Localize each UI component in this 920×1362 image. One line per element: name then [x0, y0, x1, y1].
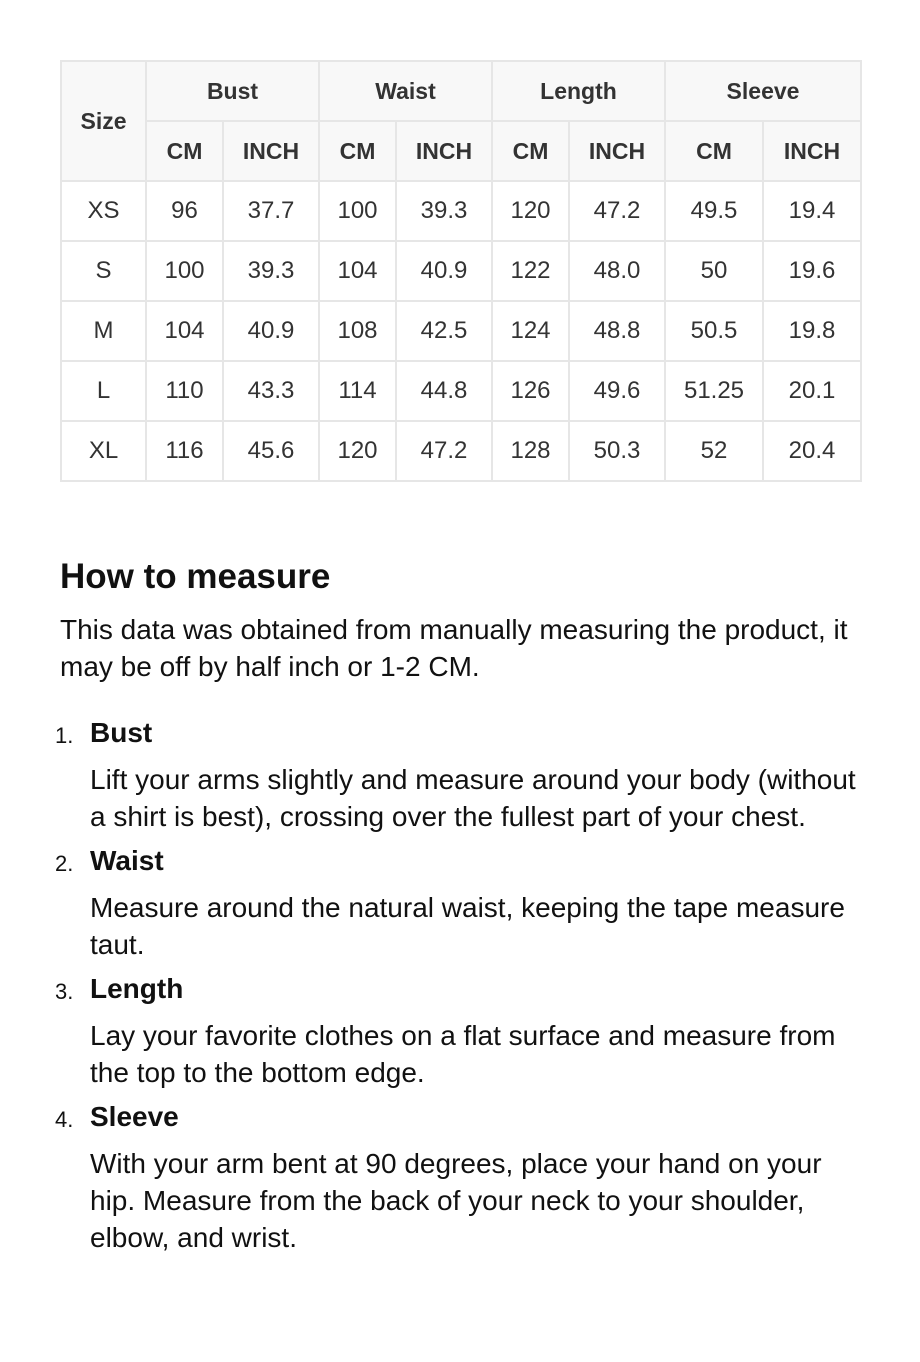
unit-header: CM: [492, 121, 569, 181]
size-header: Size: [61, 61, 146, 181]
step-title: Length: [90, 973, 184, 1004]
step-title: Sleeve: [90, 1101, 179, 1132]
value-cell: 50.3: [569, 421, 665, 481]
size-cell: M: [61, 301, 146, 361]
value-cell: 20.4: [763, 421, 861, 481]
value-cell: 50: [665, 241, 763, 301]
value-cell: 50.5: [665, 301, 763, 361]
step-title: Waist: [90, 845, 164, 876]
value-cell: 19.6: [763, 241, 861, 301]
size-cell: XL: [61, 421, 146, 481]
value-cell: 47.2: [569, 181, 665, 241]
value-cell: 45.6: [223, 421, 319, 481]
value-cell: 128: [492, 421, 569, 481]
value-cell: 40.9: [223, 301, 319, 361]
step-number: 1.: [55, 723, 74, 748]
value-cell: 114: [319, 361, 396, 421]
step-description: With your arm bent at 90 degrees, place your hand on your hip. Measure from the back of your neck to your shoulder, elbow, and wrist.: [90, 1148, 822, 1253]
group-header-bust: Bust: [146, 61, 319, 121]
value-cell: 48.8: [569, 301, 665, 361]
step-title: Bust: [90, 717, 153, 748]
unit-header: INCH: [763, 121, 861, 181]
intro-text: This data was obtained from manually measuring the product, it may be off by half inch or 1-2 CM.: [60, 614, 848, 682]
measure-step-length: [55, 971, 870, 1091]
unit-header-row: [61, 121, 861, 181]
value-cell: 120: [492, 181, 569, 241]
value-cell: 47.2: [396, 421, 492, 481]
value-cell: 116: [146, 421, 223, 481]
value-cell: 108: [319, 301, 396, 361]
table-row: [61, 241, 861, 301]
value-cell: 100: [146, 241, 223, 301]
value-cell: 37.7: [223, 181, 319, 241]
value-cell: 52: [665, 421, 763, 481]
value-cell: 44.8: [396, 361, 492, 421]
value-cell: 49.5: [665, 181, 763, 241]
value-cell: 110: [146, 361, 223, 421]
group-header-waist: Waist: [319, 61, 492, 121]
value-cell: 124: [492, 301, 569, 361]
size-cell: XS: [61, 181, 146, 241]
unit-header: INCH: [569, 121, 665, 181]
group-header-length: Length: [492, 61, 665, 121]
step-description: Lay your favorite clothes on a flat surface and measure from the top to the bottom edge.: [90, 1020, 836, 1088]
size-table: [60, 60, 862, 482]
section-title: How to measure: [60, 557, 331, 596]
value-cell: 51.25: [665, 361, 763, 421]
value-cell: 104: [146, 301, 223, 361]
value-cell: 19.8: [763, 301, 861, 361]
step-description: Lift your arms slightly and measure around your body (without a shirt is best), crossing over the fullest part of your chest.: [90, 764, 856, 832]
unit-header: INCH: [223, 121, 319, 181]
size-cell: L: [61, 361, 146, 421]
step-number: 2.: [55, 851, 74, 876]
value-cell: 42.5: [396, 301, 492, 361]
group-header-sleeve: Sleeve: [665, 61, 861, 121]
size-cell: S: [61, 241, 146, 301]
step-number: 3.: [55, 979, 74, 1004]
how-to-measure-section: [55, 555, 870, 1264]
group-header-row: [61, 61, 861, 121]
step-number: 4.: [55, 1107, 74, 1132]
unit-header: CM: [146, 121, 223, 181]
value-cell: 122: [492, 241, 569, 301]
step-description: Measure around the natural waist, keeping the tape measure taut.: [90, 892, 845, 960]
table-row: [61, 301, 861, 361]
value-cell: 19.4: [763, 181, 861, 241]
value-cell: 49.6: [569, 361, 665, 421]
table-row: [61, 421, 861, 481]
table-row: [61, 361, 861, 421]
measure-step-waist: [55, 843, 870, 963]
table-row: [61, 181, 861, 241]
measure-step-sleeve: [55, 1099, 870, 1256]
value-cell: 39.3: [396, 181, 492, 241]
unit-header: CM: [665, 121, 763, 181]
value-cell: 20.1: [763, 361, 861, 421]
value-cell: 96: [146, 181, 223, 241]
value-cell: 120: [319, 421, 396, 481]
value-cell: 39.3: [223, 241, 319, 301]
value-cell: 43.3: [223, 361, 319, 421]
measure-steps-list: [55, 715, 870, 1256]
measure-step-bust: [55, 715, 870, 835]
value-cell: 40.9: [396, 241, 492, 301]
value-cell: 126: [492, 361, 569, 421]
unit-header: CM: [319, 121, 396, 181]
value-cell: 104: [319, 241, 396, 301]
unit-header: INCH: [396, 121, 492, 181]
value-cell: 100: [319, 181, 396, 241]
value-cell: 48.0: [569, 241, 665, 301]
